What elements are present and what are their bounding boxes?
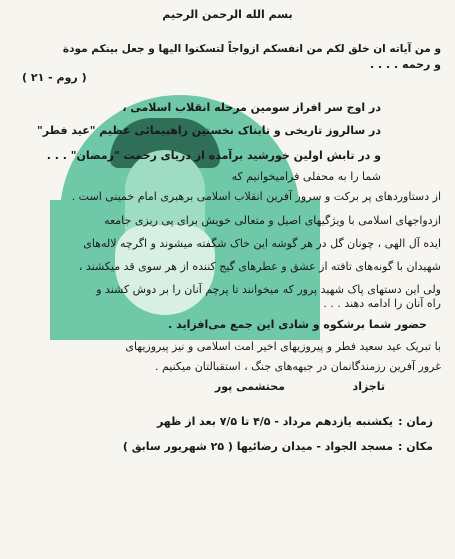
verse-reference: ( روم - ۲۱ ): [22, 71, 87, 84]
verse-line-2: و رحمه . . . .: [369, 58, 441, 71]
signatory-1: محتشمی پور: [214, 380, 285, 393]
congrats-line-1: با تبریک عید سعید فطر و پیروزیهای اخیر امت اسلامی و نیز پیروزیهای: [125, 340, 441, 353]
invite-line: حضور شما برشکوه و شادی این جمع می‌افزاید .: [168, 318, 427, 331]
bismillah: بسم الله الرحمن الرحیم: [162, 8, 293, 21]
place-value: مسجد الجواد - میدان رضائیها ( ۲۵ شهریور سابق ): [122, 440, 393, 453]
body-line-1: شما را به محفلی فرامیخوانیم که: [231, 170, 381, 183]
intro-line-1: در اوج سر افراز سومین مرحله انقلاب اسلامی ،: [122, 101, 381, 114]
place-label: مکان :: [398, 440, 433, 453]
verse-line-1: و من آیاته ان خلق لکم من انفسکم ازواجاً لتسکنوا الیها و جعل بینکم مودة: [62, 43, 441, 55]
body-line-6: ولی این دستهای پاک شهید پرور که میخوانند تا پرچم آنان را بر دوش کشند و: [96, 283, 441, 296]
body-line-3: ازدواجهای اسلامی با ویژگیهای اصیل و متعالی خویش برای پی ریزی جامعه: [104, 214, 441, 227]
signatory-2: تاجزاد: [352, 380, 385, 393]
intro-line-3: و در تابش اولین خورشید برآمده از دریای رحمت "رمضان" . . .: [46, 149, 381, 162]
congrats-line-2: غرور آفرین رزمندگانمان در جبهه‌های جنگ ، استقبالتان میکنیم .: [154, 360, 441, 373]
body-line-2: از دستاوردهای پر برکت و سرور آفرین انقلاب اسلامی برهبری امام خمینی است .: [71, 190, 441, 203]
body-line-5: شهیدان با گونه‌های تافته از عشق و عطرهای گیج کننده از هر سوی قد میکشند ،: [78, 260, 441, 273]
body-line-4: ایده آل الهی ، چونان گل در هر گوشه این خاک شگفته میشوند و اگرچه لاله‌های: [83, 237, 441, 250]
time-label: زمان :: [398, 415, 433, 428]
time-value: یکشنبه یازدهم مرداد - ۴/۵ تا ۷/۵ بعد از ظهر: [156, 415, 393, 428]
body-line-7: راه آنان را ادامه دهند . . .: [323, 297, 441, 310]
intro-line-2: در سالروز تاریخی و تابناک نخستین راهپیمائی عظیم "عید فطر": [37, 124, 381, 137]
